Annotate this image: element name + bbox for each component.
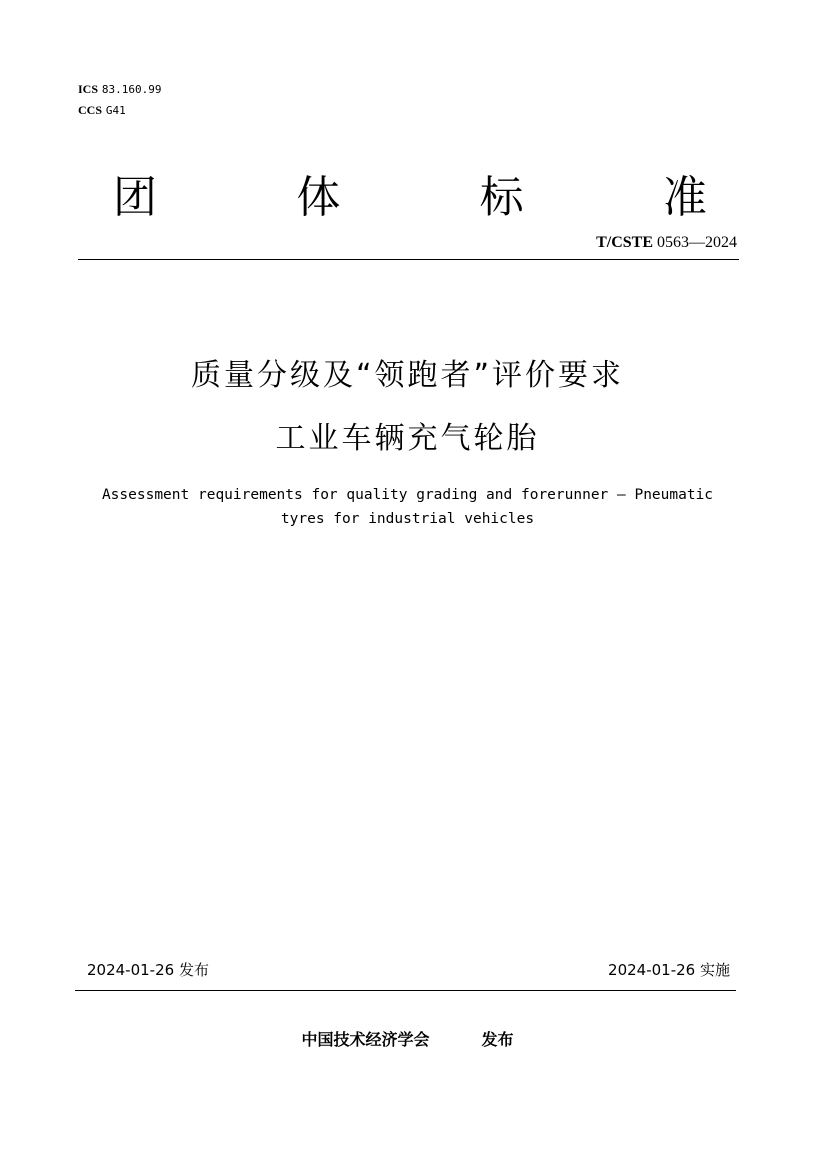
ccs-label: CCS (78, 103, 103, 117)
footer-divider (75, 990, 736, 991)
standard-number (596, 232, 737, 254)
standard-number-value: 0563—2024 (657, 234, 737, 251)
publisher-name: 中国技术经济学会 (301, 1030, 430, 1049)
ccs-classification (78, 102, 126, 119)
standard-type-char: 团 (113, 172, 157, 223)
title-english-line-2: tyres for industrial vehicles (280, 511, 535, 527)
standard-type-char: 体 (296, 172, 341, 223)
standard-type-char: 准 (662, 172, 707, 223)
ics-classification (78, 81, 161, 98)
ccs-code: G41 (105, 104, 126, 117)
standard-type-char: 标 (479, 172, 524, 223)
standard-number-prefix: T/CSTE (596, 234, 653, 251)
standard-type-heading (80, 166, 740, 230)
ics-code: 83.160.99 (101, 83, 162, 96)
header-divider (78, 259, 739, 260)
title-chinese-line-1: 质量分级及“领跑者”评价要求 (190, 358, 625, 393)
ics-label: ICS (78, 82, 99, 96)
issue-date: 2024-01-26 发布 (87, 961, 209, 979)
publisher-line (0, 1028, 815, 1052)
implementation-date: 2024-01-26 实施 (608, 961, 730, 979)
title-chinese-line-2: 工业车辆充气轮胎 (275, 421, 540, 456)
publisher-action: 发布 (481, 1030, 514, 1049)
title-english-line-1: Assessment requirements for quality grading and forerunner — Pneumatic (101, 487, 714, 503)
